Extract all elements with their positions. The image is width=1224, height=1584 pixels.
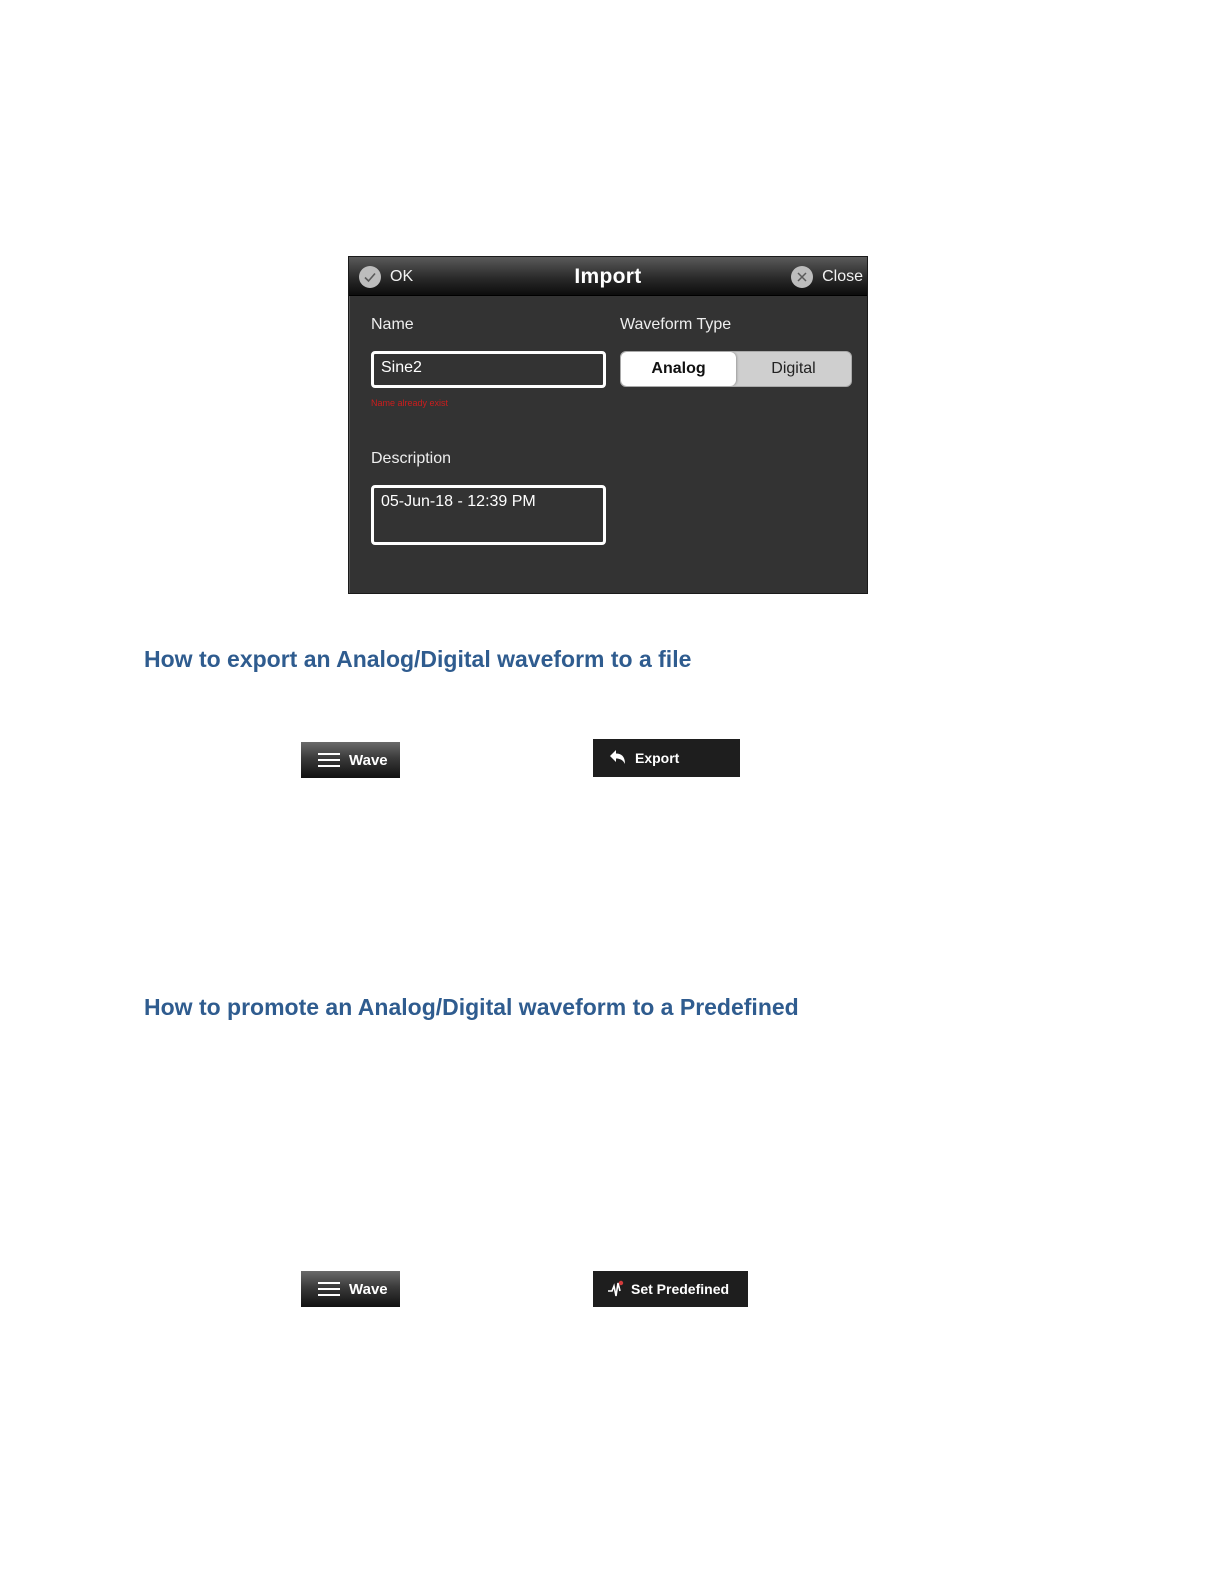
x-circle-icon bbox=[791, 266, 813, 288]
wave-menu-label-2: Wave bbox=[349, 1280, 388, 1298]
name-label: Name bbox=[371, 316, 414, 333]
close-button[interactable] bbox=[791, 266, 863, 288]
hamburger-icon bbox=[318, 752, 340, 768]
waveform-type-label: Waveform Type bbox=[620, 316, 732, 333]
dialog-titlebar bbox=[349, 257, 867, 296]
waveform-type-analog[interactable]: Analog bbox=[621, 352, 736, 386]
export-label: Export bbox=[635, 750, 680, 766]
waveform-type-toggle[interactable] bbox=[620, 351, 852, 387]
close-label: Close bbox=[822, 268, 863, 285]
export-button[interactable] bbox=[593, 739, 740, 777]
hamburger-icon bbox=[318, 1281, 340, 1297]
dialog-title: Import bbox=[574, 265, 642, 288]
waveform-type-digital[interactable]: Digital bbox=[771, 360, 816, 377]
wave-menu-button-2[interactable] bbox=[301, 1271, 400, 1307]
ok-label: OK bbox=[390, 268, 414, 285]
export-arrow-icon bbox=[608, 748, 628, 768]
set-predefined-button[interactable] bbox=[593, 1271, 748, 1307]
name-input[interactable]: Sine2 bbox=[371, 351, 606, 388]
description-label: Description bbox=[371, 450, 452, 467]
name-error: Name already exist bbox=[371, 398, 449, 408]
predefined-section-heading: How to promote an Analog/Digital waveform to a Predefined bbox=[144, 994, 799, 1020]
wave-menu-button[interactable] bbox=[301, 742, 400, 778]
export-section-heading: How to export an Analog/Digital waveform to a file bbox=[144, 646, 692, 672]
import-dialog bbox=[348, 256, 868, 594]
wave-menu-label: Wave bbox=[349, 751, 388, 769]
description-input[interactable]: 05-Jun-18 - 12:39 PM bbox=[371, 485, 606, 545]
set-predefined-label: Set Predefined bbox=[631, 1281, 730, 1297]
predefined-wave-icon bbox=[606, 1279, 626, 1299]
